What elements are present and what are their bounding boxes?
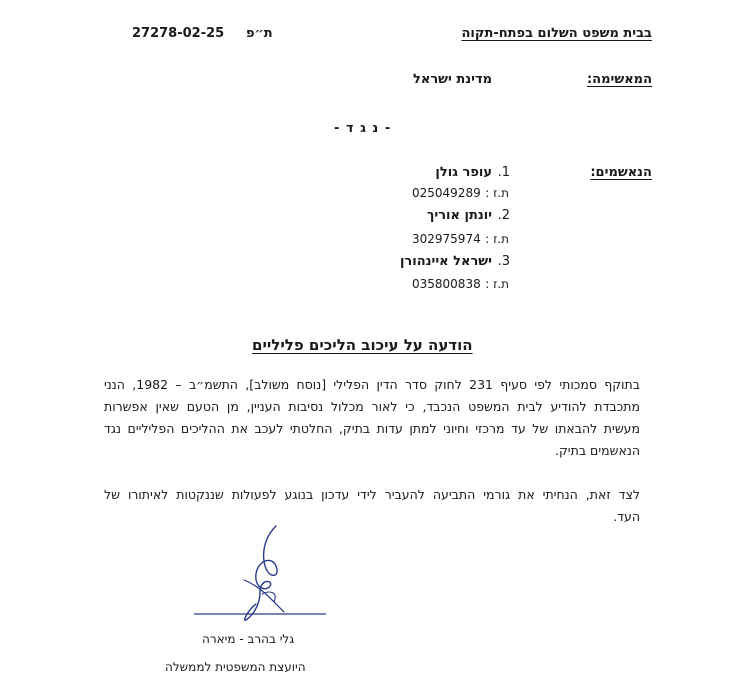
signature-image <box>190 520 330 630</box>
defendant-2-id: 302975974 <box>412 232 481 246</box>
defendant-3-id-label: ת.ז : <box>485 277 509 291</box>
notice-paragraph <box>104 374 640 462</box>
signatory-name: גלי בהרב - מיארה <box>202 632 295 646</box>
notice-line: מתכבדת להודיע לבית המשפט הנכבד, כי לאור מכלול נסיבות העניין, מן הטעם שאין אפשרות <box>104 399 640 414</box>
case-number: 27278-02-25 <box>132 26 225 41</box>
document-title: הודעה על עיכוב הליכים פליליים <box>252 336 473 354</box>
defendant-3-number: 3. <box>497 254 510 269</box>
defendant-1-id: 025049289 <box>412 186 481 200</box>
prosecution-name: מדינת ישראל <box>412 72 492 87</box>
defendant-2-number: 2. <box>497 208 510 223</box>
defendants-label: הנאשמים: <box>590 165 652 180</box>
case-type: ת״פ <box>246 26 273 41</box>
signatory-role: היועצת המשפטית לממשלה <box>165 660 306 674</box>
notice-line: בתוקף סמכותי לפי סעיף 231 לחוק סדר הדין הפלילי [נוסח משולב], התשמ״ב – 1982, הנני <box>104 377 640 392</box>
defendant-2-name: יונתן אוריך <box>426 208 492 223</box>
defendant-2-id-label: ת.ז : <box>485 232 509 246</box>
instruction-line: העד. <box>613 509 640 524</box>
instruction-line: לצד זאת, הנחיתי את גורמי התביעה להעביר לידי עדכון בנוגע לפעולות שננקטות לאיתורו של <box>104 487 640 502</box>
versus-label: - נ ג ד - <box>334 121 392 136</box>
defendant-1-id-label: ת.ז : <box>485 186 509 200</box>
defendant-1-number: 1. <box>497 165 510 180</box>
defendant-3-name: ישראל איינהורן <box>399 254 492 269</box>
notice-line: הנאשמים בתיק. <box>554 443 640 458</box>
notice-line: מעשית להבאתו של עד מרכזי וחיוני למתן עדות בתיק, החלטתי לעכב את ההליכים הפליליים נגד <box>104 421 640 436</box>
defendant-1-name: עופר גולן <box>435 165 492 180</box>
court-name: בבית משפט השלום בפתח-תקוה <box>461 26 652 41</box>
defendant-3-id: 035800838 <box>412 277 481 291</box>
instruction-paragraph <box>104 484 640 528</box>
prosecution-label: המאשימה: <box>586 72 652 87</box>
